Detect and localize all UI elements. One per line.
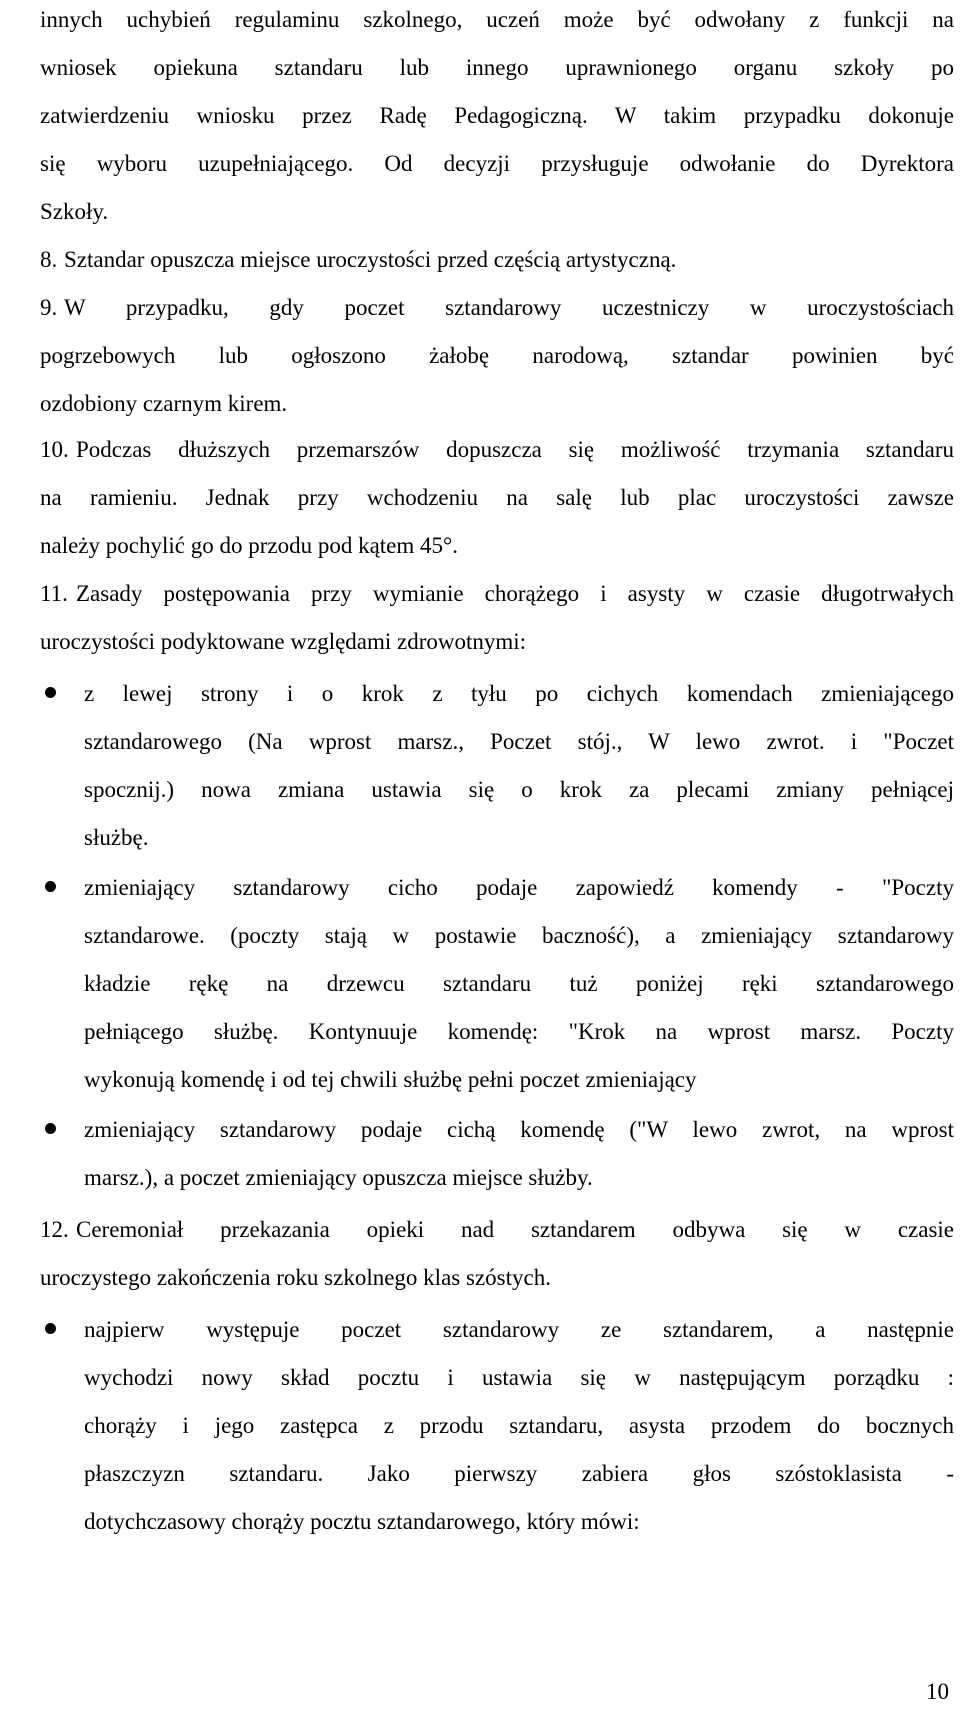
text-line: zatwierdzeniu wniosku przez Radę Pedagogiczną. W takim przypadku dokonuje [40, 103, 954, 128]
page-number: 10 [926, 1679, 949, 1704]
text-line: Szkoły. [40, 199, 109, 224]
text-line: zmieniający sztandarowy podaje cichą komendę ("W lewo zwrot, na wprost [84, 1117, 954, 1142]
text-line: marsz.), a poczet zmieniający opuszcza miejsce służby. [84, 1165, 593, 1190]
text-line: chorąży i jego zastępca z przodu sztandaru, asysta przodem do bocznych [84, 1413, 954, 1438]
item-number: 10. [40, 437, 69, 462]
text-line: Podczas dłuższych przemarszów dopuszcza się możliwość trzymania sztandaru [76, 437, 954, 462]
text-line: na ramieniu. Jednak przy wchodzeniu na salę lub plac uroczystości zawsze [40, 485, 954, 510]
text-line: dotychczasowy chorąży pocztu sztandarowego, który mówi: [84, 1509, 640, 1534]
item-number: 8. [40, 247, 58, 272]
text-line: innych uchybień regulaminu szkolnego, uczeń może być odwołany z funkcji na [40, 7, 954, 32]
text-line: pełniącego służbę. Kontynuuje komendę: "Krok na wprost marsz. Poczty [84, 1019, 954, 1044]
bullet-icon [45, 1323, 56, 1334]
continuation-paragraph [40, 0, 954, 236]
text-line: uroczystego zakończenia roku szkolnego klas szóstych. [40, 1265, 551, 1290]
text-line: ozdobiony czarnym kirem. [40, 391, 288, 416]
text-line: spocznij.) nowa zmiana ustawia się o krok za plecami zmiany pełniącej [84, 777, 954, 802]
text-line: Ceremoniał przekazania opieki nad sztandarem odbywa się w czasie [76, 1217, 954, 1242]
text-line: służbę. [84, 825, 149, 850]
text-line: zmieniający sztandarowy cicho podaje zapowiedź komendy - "Poczty [84, 875, 954, 900]
text-line: uroczystości podyktowane względami zdrowotnymi: [40, 629, 527, 654]
item-number: 12. [40, 1217, 69, 1242]
text-line: sztandarowe. (poczty stają w postawie baczność), a zmieniający sztandarowy [84, 923, 954, 948]
text-line: należy pochylić go do przodu pod kątem 45°. [40, 533, 458, 558]
item-number: 11. [40, 581, 68, 606]
text-line: wychodzi nowy skład pocztu i ustawia się w następującym porządku : [84, 1365, 954, 1390]
text-line: wniosek opiekuna sztandaru lub innego uprawnionego organu szkoły po [40, 55, 954, 80]
text-line: płaszczyzn sztandaru. Jako pierwszy zabiera głos szóstoklasista - [84, 1461, 954, 1486]
text-line: kładzie rękę na drzewcu sztandaru tuż poniżej ręki sztandarowego [84, 971, 954, 996]
bullet-icon [45, 1123, 56, 1134]
text-line: najpierw występuje poczet sztandarowy ze sztandarem, a następnie [84, 1317, 954, 1342]
document-page [40, 0, 954, 1717]
text-line: wykonują komendę i od tej chwili służbę pełni poczet zmieniający [84, 1067, 697, 1092]
text-line: pogrzebowych lub ogłoszono żałobę narodową, sztandar powinien być [40, 343, 954, 368]
text-line: Zasady postępowania przy wymianie chorążego i asysty w czasie długotrwałych [76, 581, 954, 606]
text-line: W przypadku, gdy poczet sztandarowy uczestniczy w uroczystościach [64, 295, 954, 320]
bullet-icon [45, 881, 56, 892]
text-line: Sztandar opuszcza miejsce uroczystości przed częścią artystyczną. [64, 247, 677, 272]
text-line: się wyboru uzupełniającego. Od decyzji przysługuje odwołanie do Dyrektora [40, 151, 954, 176]
text-line: sztandarowego (Na wprost marsz., Poczet stój., W lewo zwrot. i "Poczet [84, 729, 954, 754]
bullet-icon [45, 687, 56, 698]
text-line: z lewej strony i o krok z tyłu po cichych komendach zmieniającego [84, 681, 954, 706]
item-number: 9. [40, 295, 58, 320]
